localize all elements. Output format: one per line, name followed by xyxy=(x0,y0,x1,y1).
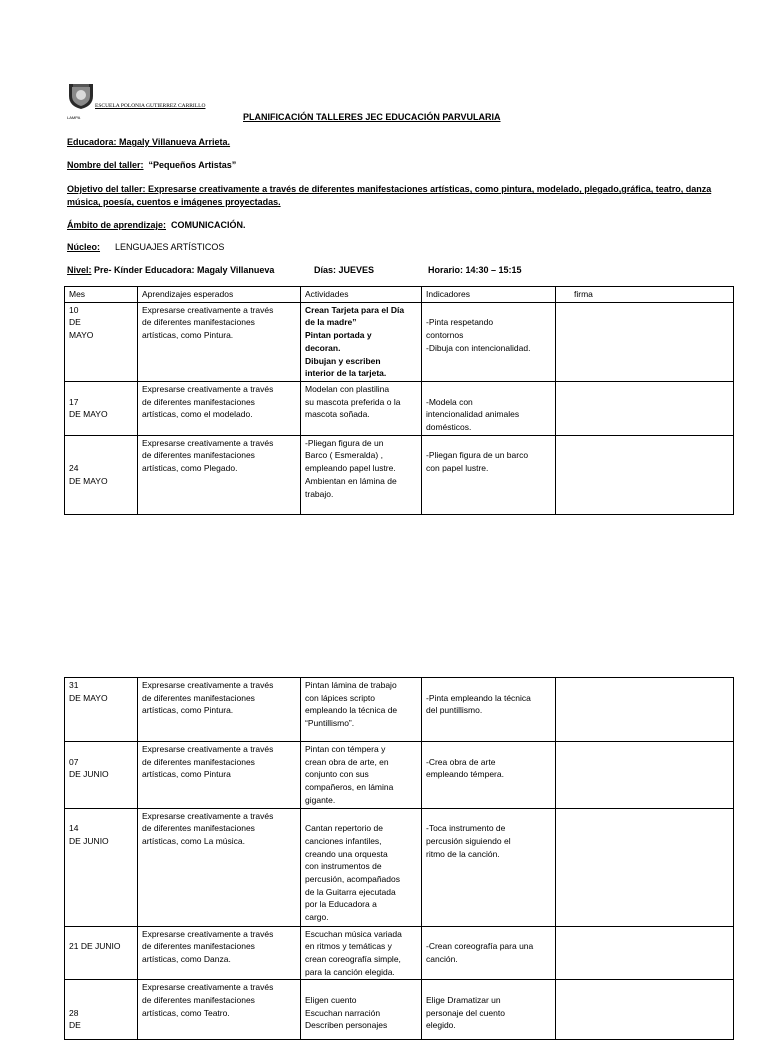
planning-table-1 xyxy=(64,286,734,515)
mes-cell: 07 DE JUNIO xyxy=(65,742,138,809)
aprendizaje-cell: Expresarse creativamente a través de diferentes manifestaciones artísticas, como Pintura xyxy=(138,742,301,809)
objetivo-text: Objetivo del taller: Expresarse creativamente a través de diferentes manifestaciones artísticas, como pintura, modelado, plegado,gráfica, teatro, danza música, poesía, cuentos e imágenes proyectadas. xyxy=(67,184,712,207)
actividades-cell: Escuchan música variada en ritmos y temáticas y crean coreografía simple, para la canción elegida. xyxy=(301,926,422,980)
planning-table-2 xyxy=(64,677,734,1040)
mes-cell: 24 DE MAYO xyxy=(65,435,138,514)
nivel-line xyxy=(67,265,274,275)
actividades-cell: Crean Tarjeta para el Día de la madre” Pintan portada y decoran. Dibujan y escriben interior de la tarjeta. xyxy=(301,302,422,381)
indicadores-cell: -Crea obra de arte empleando témpera. xyxy=(422,742,556,809)
table-header-row xyxy=(65,287,734,303)
table-row xyxy=(65,302,734,381)
actividades-cell: Eligen cuento Escuchan narración Describen personajes xyxy=(301,980,422,1040)
indicadores-cell: Elige Dramatizar un personaje del cuento elegido. xyxy=(422,980,556,1040)
firma-cell xyxy=(556,678,734,742)
header-mes: Mes xyxy=(65,287,138,303)
school-crest-icon xyxy=(68,82,94,110)
aprendizaje-cell: Expresarse creativamente a través de diferentes manifestaciones artísticas, como Pintura. xyxy=(138,678,301,742)
table-row xyxy=(65,980,734,1040)
mes-cell: 28 DE xyxy=(65,980,138,1040)
ambito-label: Ámbito de aprendizaje: xyxy=(67,220,167,230)
aprendizaje-cell: Expresarse creativamente a través de diferentes manifestaciones artísticas, como La música. xyxy=(138,808,301,926)
actividades-cell: Pintan con témpera y crean obra de arte, en conjunto con sus compañeros, en lámina gigante. xyxy=(301,742,422,809)
dias-text: Días: JUEVES xyxy=(314,265,375,275)
firma-cell xyxy=(556,926,734,980)
taller-label: Nombre del taller: xyxy=(67,160,144,170)
nucleo-label: Núcleo: xyxy=(67,242,101,252)
table-row xyxy=(65,808,734,926)
header-indicadores: Indicadores xyxy=(422,287,556,303)
indicadores-cell: -Modela con intencionalidad animales domésticos. xyxy=(422,381,556,435)
horario-text: Horario: 14:30 – 15:15 xyxy=(428,265,522,275)
logo-caption: LAMPA xyxy=(67,115,81,120)
header-firma: firma xyxy=(556,287,734,303)
table-row xyxy=(65,742,734,809)
indicadores-cell: -Pinta empleando la técnica del puntillismo. xyxy=(422,678,556,742)
page-title: PLANIFICACIÓN TALLERES JEC EDUCACIÓN PARVULARIA xyxy=(243,112,501,122)
firma-cell xyxy=(556,381,734,435)
mes-cell: 21 DE JUNIO xyxy=(65,926,138,980)
aprendizaje-cell: Expresarse creativamente a través de diferentes manifestaciones artísticas, como Teatro. xyxy=(138,980,301,1040)
firma-cell xyxy=(556,302,734,381)
mes-cell: 10 DE MAYO xyxy=(65,302,138,381)
nucleo-line xyxy=(67,242,224,252)
actividades-cell: Cantan repertorio de canciones infantiles, creando una orquesta con instrumentos de percusión, acompañados de la Guitarra ejecutada por la Educadora a cargo. xyxy=(301,808,422,926)
table-row xyxy=(65,678,734,742)
table-row xyxy=(65,381,734,435)
taller-value: “Pequeños Artistas” xyxy=(148,160,237,170)
taller-line xyxy=(67,160,236,170)
educadora-line: Educadora: Magaly Villanueva Arrieta. xyxy=(67,137,231,147)
firma-cell xyxy=(556,980,734,1040)
indicadores-cell: -Toca instrumento de percusión siguiendo el ritmo de la canción. xyxy=(422,808,556,926)
nucleo-value: LENGUAJES ARTÍSTICOS xyxy=(115,242,225,252)
table-row xyxy=(65,435,734,514)
firma-cell xyxy=(556,742,734,809)
aprendizaje-cell: Expresarse creativamente a través de diferentes manifestaciones artísticas, como el modelado. xyxy=(138,381,301,435)
aprendizaje-cell: Expresarse creativamente a través de diferentes manifestaciones artísticas, como Plegado. xyxy=(138,435,301,514)
aprendizaje-cell: Expresarse creativamente a través de diferentes manifestaciones artísticas, como Danza. xyxy=(138,926,301,980)
mes-cell: 31 DE MAYO xyxy=(65,678,138,742)
indicadores-cell: -Pinta respetando contornos -Dibuja con intencionalidad. xyxy=(422,302,556,381)
header-actividades: Actividades xyxy=(301,287,422,303)
table-row xyxy=(65,926,734,980)
firma-cell xyxy=(556,435,734,514)
firma-cell xyxy=(556,808,734,926)
nivel-label: Nivel: xyxy=(67,265,92,275)
indicadores-cell: -Pliegan figura de un barco con papel lustre. xyxy=(422,435,556,514)
ambito-line xyxy=(67,220,246,230)
school-name: ESCUELA POLONIA GUTIERREZ CARRILLO xyxy=(95,103,206,109)
aprendizaje-cell: Expresarse creativamente a través de diferentes manifestaciones artísticas, como Pintura. xyxy=(138,302,301,381)
actividades-cell: Pintan lámina de trabajo con lápices scripto empleando la técnica de “Puntillismo”. xyxy=(301,678,422,742)
ambito-value: COMUNICACIÓN. xyxy=(171,220,246,230)
actividades-cell: -Pliegan figura de un Barco ( Esmeralda) , empleando papel lustre. Ambientan en lámina de trabajo. xyxy=(301,435,422,514)
mes-cell: 14 DE JUNIO xyxy=(65,808,138,926)
mes-cell: 17 DE MAYO xyxy=(65,381,138,435)
header-aprendizajes: Aprendizajes esperados xyxy=(138,287,301,303)
actividades-cell: Modelan con plastilina su mascota preferida o la mascota soñada. xyxy=(301,381,422,435)
nivel-value: Pre- Kínder Educadora: Magaly Villanueva xyxy=(94,265,275,275)
indicadores-cell: -Crean coreografía para una canción. xyxy=(422,926,556,980)
